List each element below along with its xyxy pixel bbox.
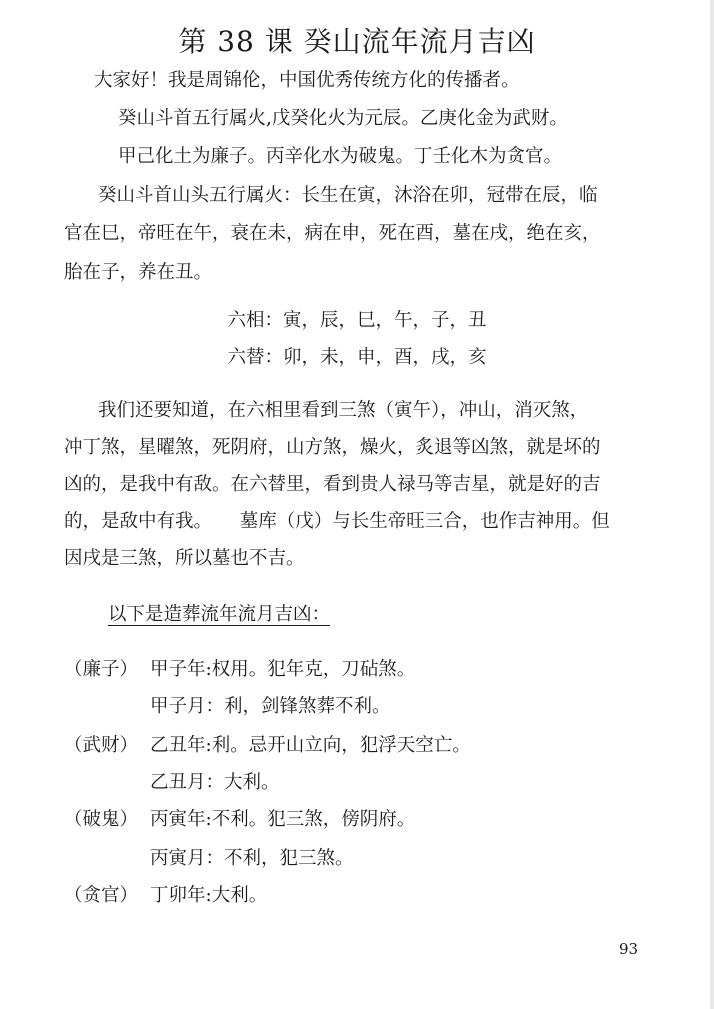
entry-text: 丙寅年:不利。犯三煞，傍阴府。	[150, 809, 416, 830]
page-number: 93	[619, 940, 639, 958]
entry-text: 乙丑年:利。忌开山立向，犯浮天空亡。	[150, 735, 471, 756]
intro-line-3: 甲己化土为廉子。丙辛化水为破鬼。丁壬化木为贪官。	[118, 146, 563, 167]
paragraph2-line-3: 凶的，是我中有敌。在六替里，看到贵人禄马等吉星，就是好的吉	[64, 474, 601, 495]
entry-label: （破鬼）	[64, 809, 139, 830]
paragraph2-line-1: 我们还要知道，在六相里看到三煞（寅午），冲山，消灭煞，	[98, 400, 589, 421]
entry-row	[64, 659, 415, 681]
entry-row	[64, 772, 280, 794]
entry-label: （廉子）	[64, 659, 139, 680]
entry-label: （武财）	[64, 735, 139, 756]
six-xiang-line: 六相：寅，辰，巳，午，子，丑	[227, 310, 487, 331]
paragraph2-line-5: 因戌是三煞，所以墓也不吉。	[64, 548, 305, 569]
entry-row	[64, 809, 415, 831]
paragraph1-line-3: 胎在子，养在丑。	[64, 262, 213, 283]
entry-text: 乙丑月：大利。	[150, 772, 280, 793]
entry-row	[64, 885, 267, 907]
page-title: 第 38 课 癸山流年流月吉凶	[178, 25, 536, 58]
intro-line-2: 癸山斗首五行属火,戊癸化火为元辰。乙庚化金为武财。	[118, 108, 568, 129]
entry-text: 丁卯年:大利。	[150, 885, 268, 906]
entry-text: 丙寅月：不利，犯三煞。	[150, 848, 354, 869]
paragraph1-line-1: 癸山斗首山头五行属火：长生在寅，沐浴在卯，冠带在辰，临	[98, 185, 598, 206]
paragraph2-line-4: 的，是敌中有我。 墓库（戊）与长生帝旺三合，也作吉神用。但	[64, 511, 610, 532]
entry-label: （贪官）	[64, 885, 139, 906]
paragraph2-line-2: 冲丁煞，星曜煞，死阴府，山方煞，燥火，炙退等凶煞，就是坏的	[64, 437, 601, 458]
six-ti-line: 六替：卯，未，申，酉，戌，亥	[227, 347, 487, 368]
entry-text: 甲子年:权用。犯年克，刀砧煞。	[150, 659, 416, 680]
intro-line-1: 大家好！我是周锦伦，中国优秀传统方化的传播者。	[94, 70, 520, 91]
entry-row	[64, 848, 354, 870]
section-heading: 以下是造葬流年流月吉凶：	[108, 604, 331, 625]
page-edge-shadow	[710, 0, 714, 1009]
entry-row	[64, 696, 391, 718]
paragraph1-line-2: 官在巳，帝旺在午，衰在未，病在申，死在酉，墓在戌，绝在亥，	[64, 223, 601, 244]
entry-row	[64, 735, 471, 757]
entry-text: 甲子月：利，剑锋煞葬不利。	[150, 696, 391, 717]
